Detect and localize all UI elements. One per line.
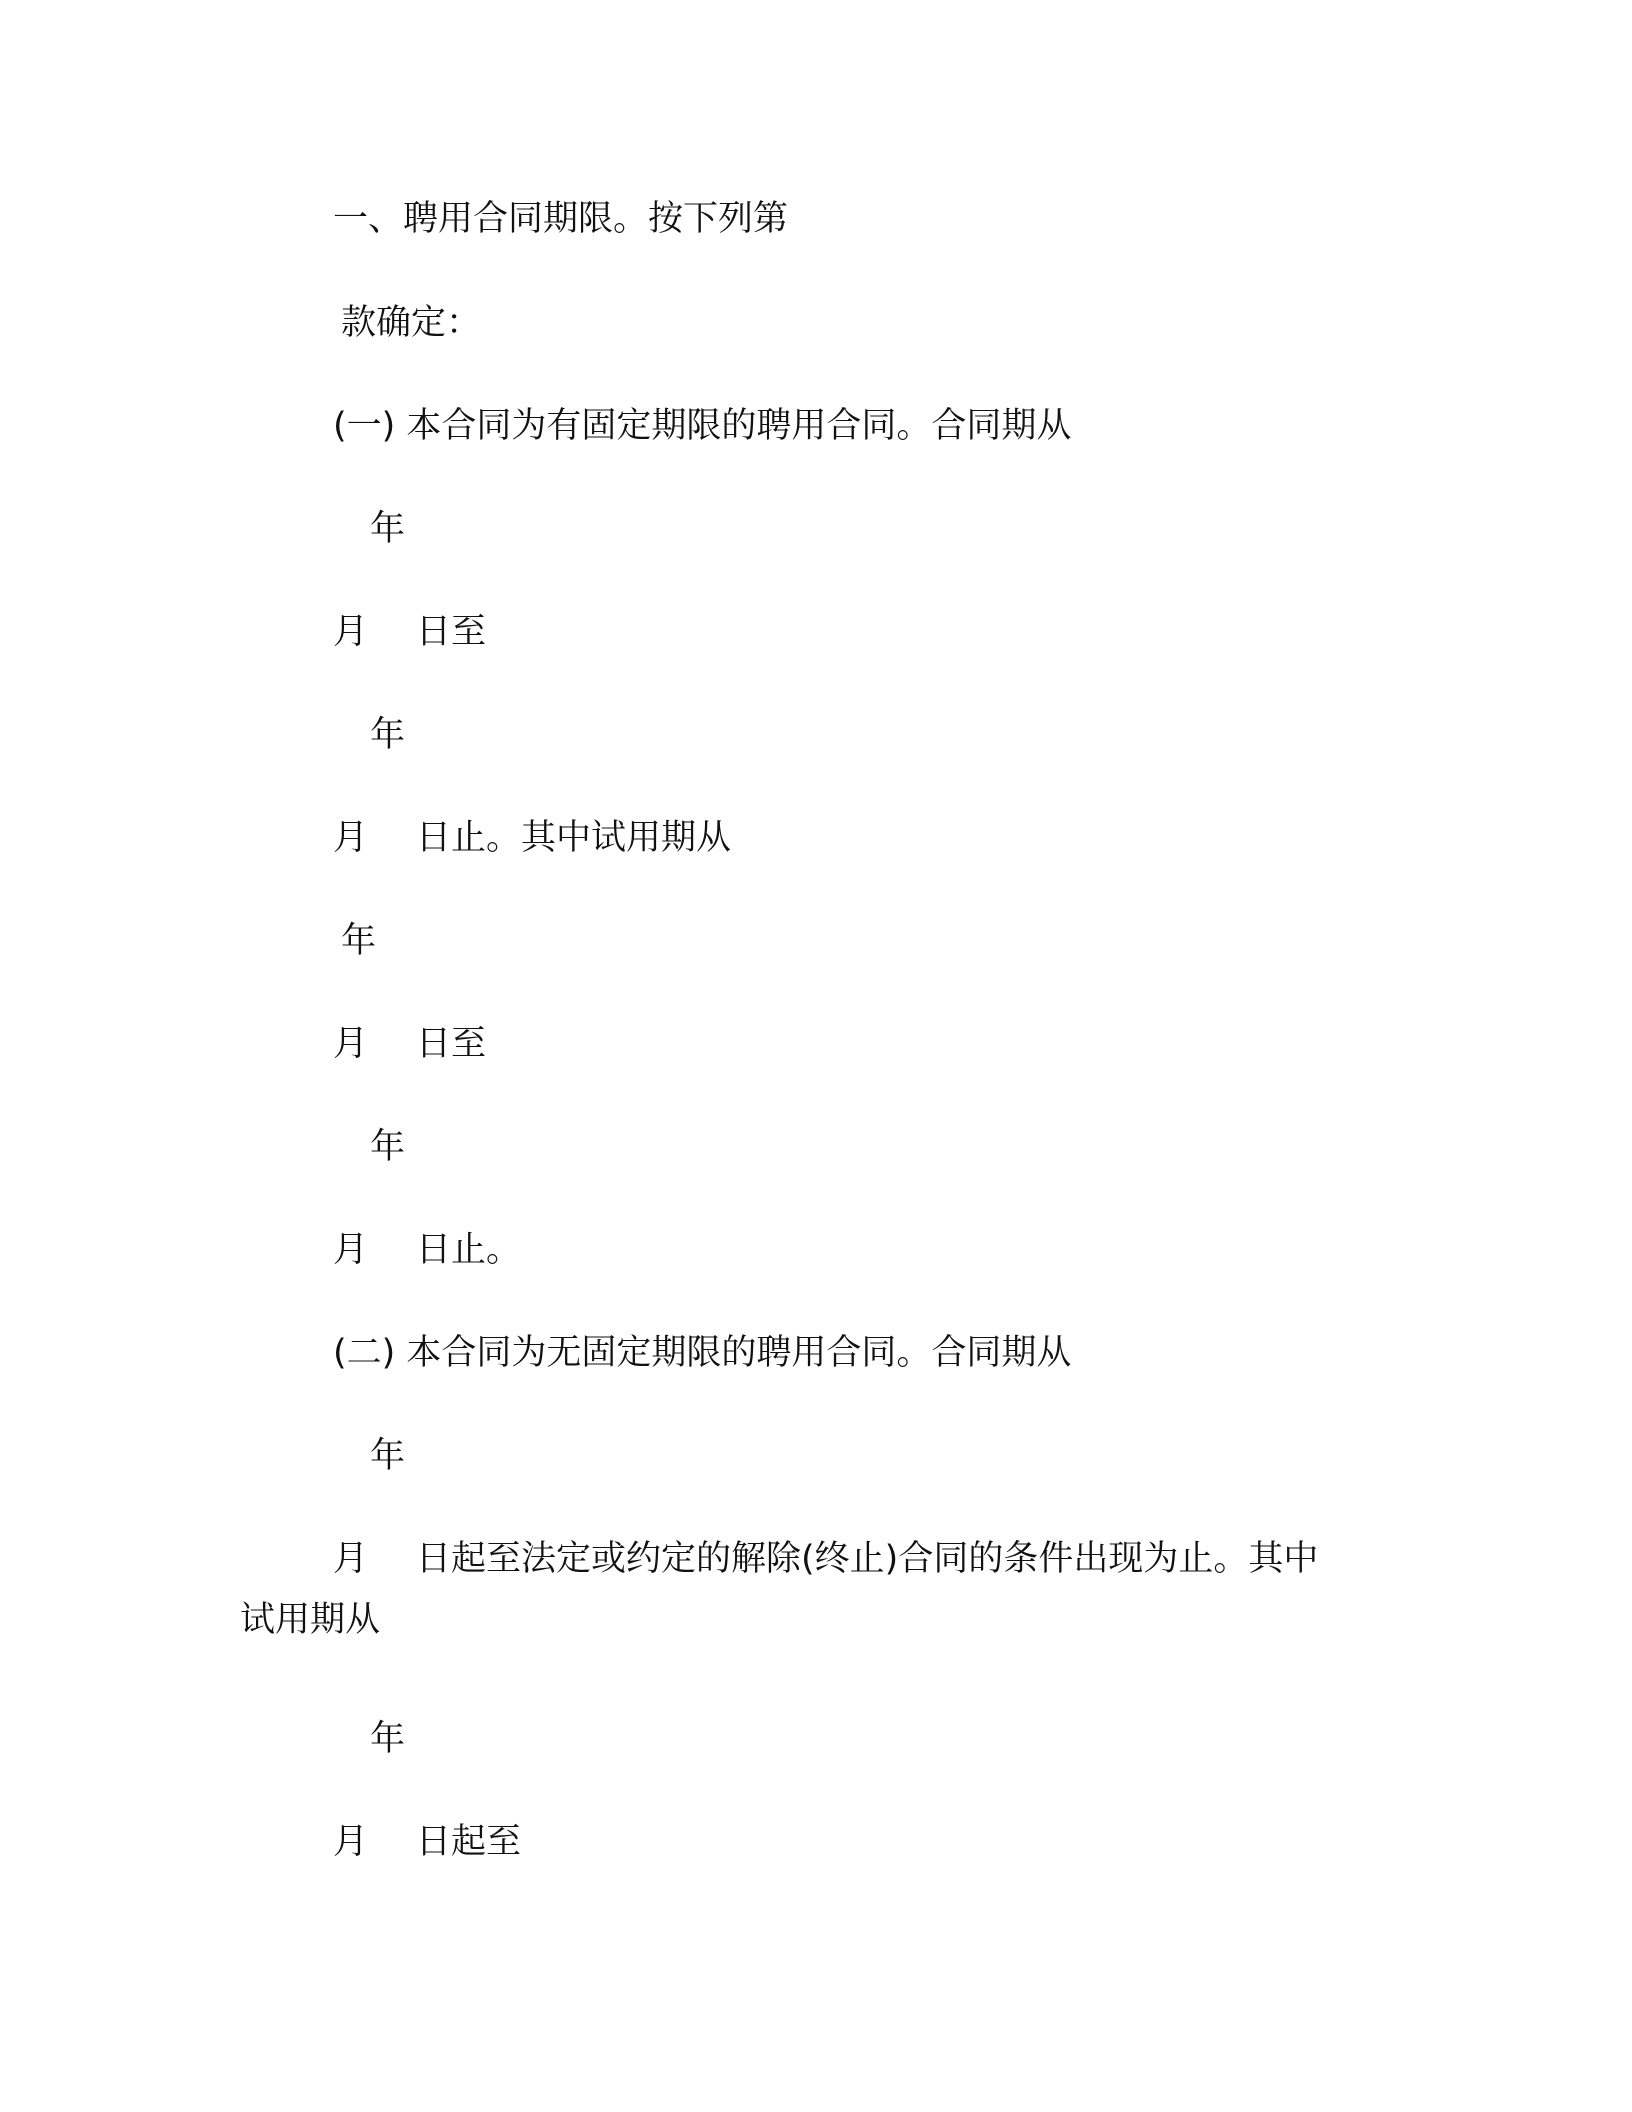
item-one-month-day-b bbox=[333, 814, 731, 862]
item-one-month-day-c bbox=[333, 1020, 486, 1068]
day-label: 日止。 bbox=[416, 1230, 522, 1270]
item-one-year-a: 年 bbox=[370, 509, 406, 549]
day-label: 日至 bbox=[416, 1024, 487, 1064]
month-label: 月 bbox=[333, 818, 369, 858]
item-one-month-day-d bbox=[333, 1226, 521, 1274]
day-label: 日止。其中试用期从 bbox=[416, 818, 732, 858]
item-two-month-day-a bbox=[333, 1535, 1318, 1583]
day-label: 日至 bbox=[416, 612, 487, 652]
item-two-continuation: 试用期从 bbox=[240, 1600, 381, 1640]
month-label: 月 bbox=[333, 612, 369, 652]
month-label: 月 bbox=[333, 1230, 369, 1270]
item-two-month-day-b bbox=[333, 1818, 521, 1866]
item-one-intro: (一) 本合同为有固定期限的聘用合同。合同期从 bbox=[333, 406, 1072, 446]
day-label: 日起至 bbox=[416, 1822, 522, 1862]
section-heading-line1: 一、聘用合同期限。按下列第 bbox=[333, 199, 789, 239]
item-one-year-b: 年 bbox=[370, 715, 406, 755]
item-two-year-b: 年 bbox=[370, 1719, 406, 1759]
item-two-intro: (二) 本合同为无固定期限的聘用合同。合同期从 bbox=[333, 1333, 1072, 1373]
item-one-year-d: 年 bbox=[370, 1127, 406, 1167]
item-one-month-day-a bbox=[333, 608, 486, 656]
month-label: 月 bbox=[333, 1539, 369, 1579]
item-two-year-a: 年 bbox=[370, 1436, 406, 1476]
section-heading-line2: 款确定： bbox=[341, 303, 482, 343]
month-label: 月 bbox=[333, 1024, 369, 1064]
day-label: 日起至法定或约定的解除(终止)合同的条件出现为止。其中 bbox=[416, 1539, 1319, 1579]
item-one-year-c: 年 bbox=[341, 921, 377, 961]
month-label: 月 bbox=[333, 1822, 369, 1862]
